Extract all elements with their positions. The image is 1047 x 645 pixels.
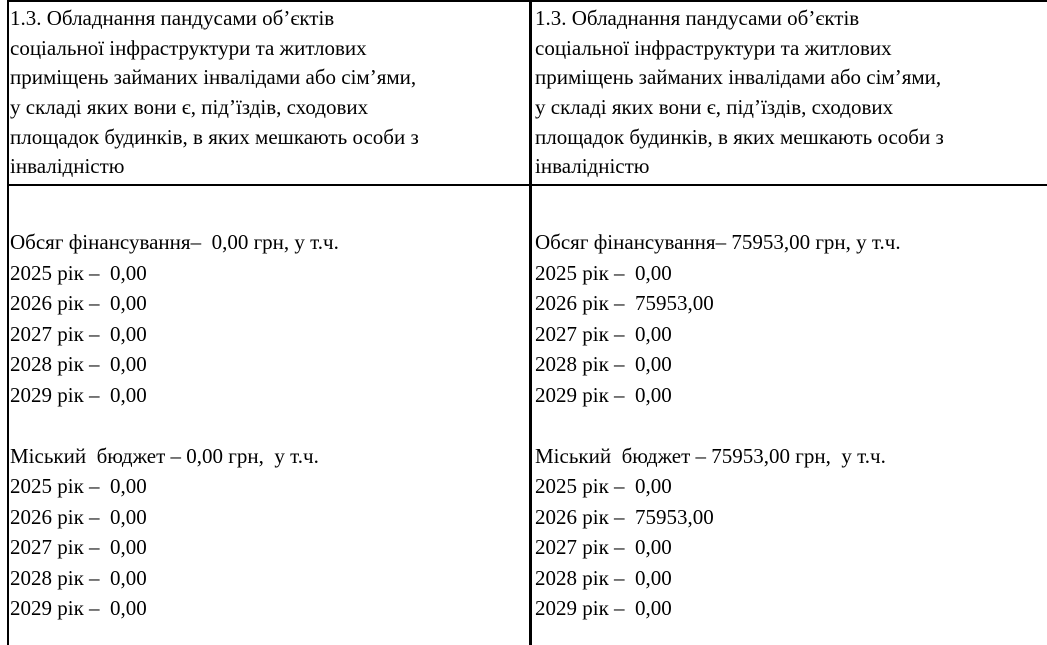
header-right-line: приміщень займаних інвалідами або сім’ями, — [535, 65, 942, 90]
budget-year-row: 2028 рік – 0,00 — [535, 565, 672, 590]
body-left-cell — [10, 227, 525, 624]
budget-year-row: 2029 рік – 0,00 — [10, 596, 147, 620]
section-spacer — [535, 410, 1047, 441]
header-left-line: приміщень займаних інвалідами або сім’ями, — [10, 65, 417, 90]
budget-year-row: 2025 рік – 0,00 — [535, 474, 672, 498]
budget-year-row: 2025 рік – 0,00 — [10, 474, 147, 498]
header-left-line: соціальної інфраструктури та житлових — [10, 35, 367, 60]
header-left-line: інвалідністю — [10, 154, 125, 179]
header-right-line: 1.3. Обладнання пандусами об’єктів — [535, 6, 860, 30]
financing-year-row: 2025 рік – 0,00 — [535, 260, 672, 285]
financing-year-row: 2029 рік – 0,00 — [535, 382, 672, 407]
body-right-cell — [535, 227, 1047, 624]
header-right-line: у складі яких вони є, під’їздів, сходових — [535, 95, 894, 120]
header-left-line: площадок будинків, в яких мешкають особи з — [10, 124, 419, 149]
header-right-line: соціальної інфраструктури та житлових — [535, 35, 892, 60]
financing-total: Обсяг фінансування– 0,00 грн, у т.ч. — [10, 230, 339, 254]
financing-year-row: 2027 рік – 0,00 — [10, 321, 147, 346]
financing-year-row: 2025 рік – 0,00 — [10, 260, 147, 285]
financing-year-row: 2028 рік – 0,00 — [10, 352, 147, 376]
header-left-line: у складі яких вони є, під’їздів, сходових — [10, 95, 369, 120]
financing-year-row: 2026 рік – 0,00 — [10, 291, 147, 315]
financing-year-row: 2027 рік – 0,00 — [535, 321, 672, 346]
header-left-cell — [10, 4, 525, 182]
table-top-border — [7, 0, 1047, 2]
budget-year-row: 2026 рік – 75953,00 — [535, 504, 714, 529]
budget-total: Міський бюджет – 0,00 грн, у т.ч. — [10, 443, 319, 468]
table-left-border — [7, 0, 9, 645]
header-right-line: площадок будинків, в яких мешкають особи з — [535, 124, 944, 149]
table-column-divider — [529, 0, 532, 645]
budget-year-row: 2027 рік – 0,00 — [535, 535, 672, 559]
financing-year-row: 2029 рік – 0,00 — [10, 382, 147, 407]
budget-year-row: 2027 рік – 0,00 — [10, 535, 147, 559]
financing-year-row: 2026 рік – 75953,00 — [535, 291, 714, 315]
budget-year-row: 2029 рік – 0,00 — [535, 596, 672, 620]
budget-year-row: 2028 рік – 0,00 — [10, 565, 147, 590]
financing-total: Обсяг фінансування– 75953,00 грн, у т.ч. — [535, 230, 901, 254]
budget-total: Міський бюджет – 75953,00 грн, у т.ч. — [535, 443, 886, 468]
document-table — [7, 0, 1047, 645]
financing-year-row: 2028 рік – 0,00 — [535, 352, 672, 376]
header-right-cell — [535, 4, 1047, 182]
table-header-divider — [7, 184, 1047, 186]
header-right-line: інвалідністю — [535, 154, 650, 179]
section-spacer — [10, 410, 525, 441]
header-left-line: 1.3. Обладнання пандусами об’єктів — [10, 6, 335, 30]
budget-year-row: 2026 рік – 0,00 — [10, 504, 147, 529]
